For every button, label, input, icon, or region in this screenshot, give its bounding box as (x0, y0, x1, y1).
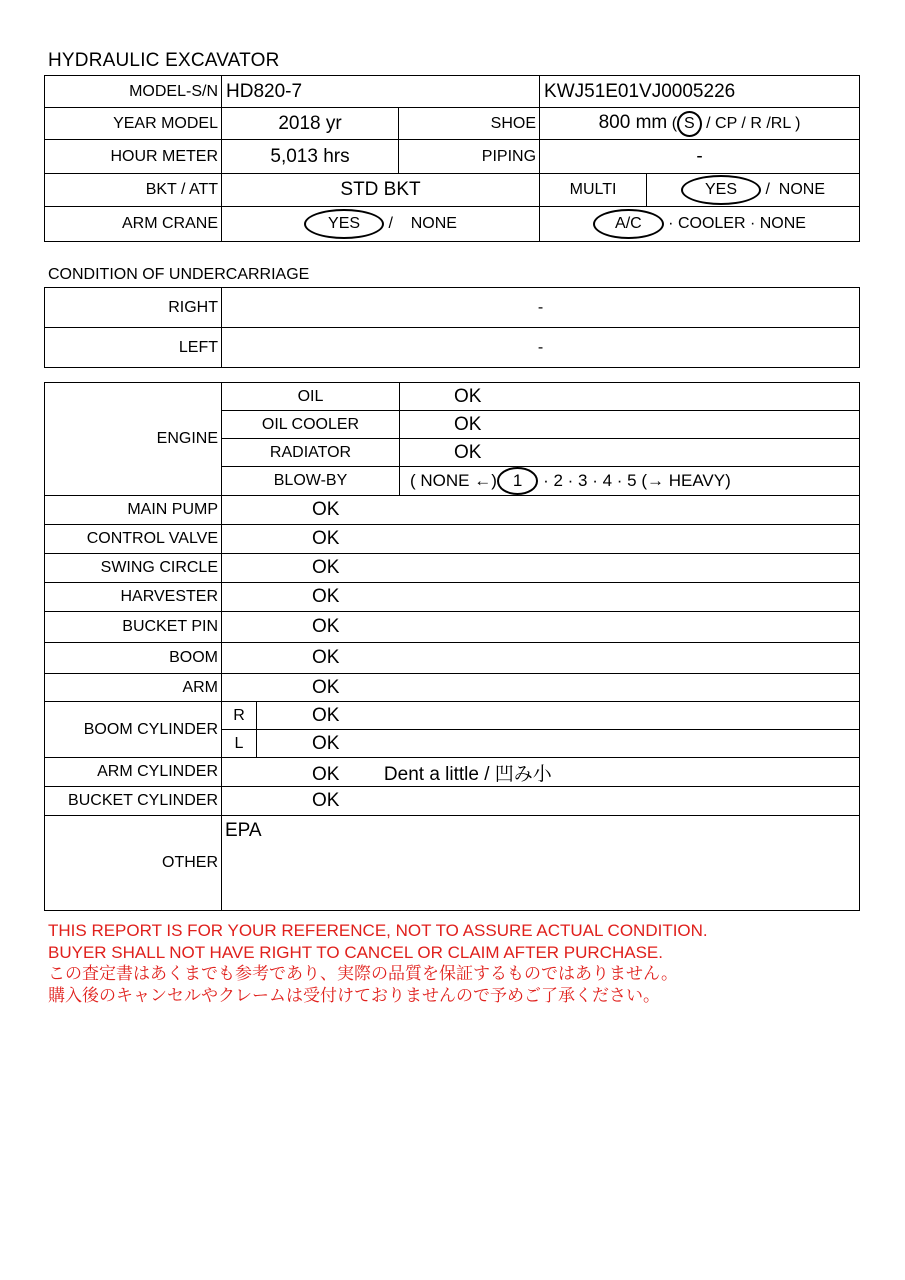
other-label: OTHER (45, 816, 222, 911)
multi-none: NONE (778, 181, 826, 198)
boom-cylinder-r-value: OK (257, 702, 860, 730)
arm-crane-options (222, 207, 540, 242)
shoe-width: 800 mm (598, 111, 668, 133)
engine-radiator-label: RADIATOR (222, 439, 400, 467)
arm-cylinder-value: OK (312, 763, 340, 785)
component-label: HARVESTER (45, 583, 222, 612)
blowby-none-end: ( NONE ←) (410, 471, 497, 490)
undercarriage-table (44, 287, 860, 368)
arm-crane-label: ARM CRANE (45, 207, 222, 242)
arm-crane-none: NONE (410, 215, 457, 232)
component-value: OK (222, 525, 860, 554)
component-label: MAIN PUMP (45, 496, 222, 525)
undercarriage-right-value: - (222, 288, 860, 328)
bucket-cylinder-value: OK (222, 787, 860, 816)
boom-cylinder-r-label: R (222, 702, 257, 730)
component-value: OK (222, 643, 860, 674)
component-value: OK (222, 612, 860, 643)
component-value: OK (222, 496, 860, 525)
engine-oil-cooler-label: OIL COOLER (222, 411, 400, 439)
boom-cylinder-label: BOOM CYLINDER (45, 702, 222, 758)
shoe-other-options: / CP / R /RL ) (706, 114, 801, 132)
ac-options (540, 207, 860, 242)
multi-sep: / (765, 181, 770, 198)
component-label: BOOM (45, 643, 222, 674)
ac-other-options: · COOLER · NONE (668, 215, 806, 232)
component-value: OK (222, 583, 860, 612)
bkt-att-label: BKT / ATT (45, 174, 222, 207)
piping-value: - (540, 140, 860, 174)
multi-label: MULTI (540, 174, 647, 207)
component-label: ARM (45, 674, 222, 702)
bucket-cylinder-label: BUCKET CYLINDER (45, 787, 222, 816)
undercarriage-title: CONDITION OF UNDERCARRIAGE (48, 266, 310, 283)
model-sn-label: MODEL-S/N (45, 76, 222, 108)
engine-oil-label: OIL (222, 383, 400, 411)
blowby-scale-rest: · 2 · 3 · 4 · 5 (→ HEAVY) (543, 471, 731, 490)
engine-oil-cooler-value: OK (400, 411, 860, 439)
machine-info-table (44, 75, 860, 242)
arm-cylinder-cell (222, 758, 860, 787)
boom-cylinder-l-label: L (222, 730, 257, 758)
piping-label: PIPING (399, 140, 540, 174)
undercarriage-right-label: RIGHT (45, 288, 222, 328)
multi-options (647, 174, 860, 207)
bkt-value: STD BKT (222, 174, 540, 207)
boom-cylinder-l-value: OK (257, 730, 860, 758)
disclaimer-line-1: THIS REPORT IS FOR YOUR REFERENCE, NOT TO ASSURE ACTUAL CONDITION. (48, 921, 708, 940)
component-value: OK (222, 554, 860, 583)
hour-value: 5,013 hrs (222, 140, 399, 174)
undercarriage-left-label: LEFT (45, 328, 222, 368)
disclaimer-line-4: 購入後のキャンセルやクレームは受付けておりませんので予めご了承ください。 (48, 986, 660, 1005)
shoe-paren: ( (671, 114, 678, 132)
component-label: CONTROL VALVE (45, 525, 222, 554)
other-value: EPA (222, 816, 860, 911)
model-value: HD820-7 (222, 76, 540, 108)
arm-crane-yes-selected: YES (304, 209, 384, 239)
hour-meter-label: HOUR METER (45, 140, 222, 174)
shoe-label: SHOE (399, 108, 540, 140)
shoe-selected-s: S (677, 111, 702, 137)
component-value: OK (222, 674, 860, 702)
multi-yes-selected: YES (681, 175, 761, 205)
year-value: 2018 yr (222, 108, 399, 140)
component-label: SWING CIRCLE (45, 554, 222, 583)
shoe-cell (540, 108, 860, 140)
ac-selected: A/C (593, 209, 664, 239)
serial-value: KWJ51E01VJ0005226 (540, 76, 860, 108)
year-model-label: YEAR MODEL (45, 108, 222, 140)
engine-oil-value: OK (400, 383, 860, 411)
disclaimer-line-2: BUYER SHALL NOT HAVE RIGHT TO CANCEL OR CLAIM AFTER PURCHASE. (48, 943, 663, 962)
arm-cylinder-note: Dent a little / 凹み小 (383, 763, 552, 785)
arm-crane-sep: / (388, 215, 393, 232)
engine-blowby-scale (400, 467, 860, 496)
arm-cylinder-label: ARM CYLINDER (45, 758, 222, 787)
component-label: BUCKET PIN (45, 612, 222, 643)
engine-label: ENGINE (45, 383, 222, 496)
engine-blowby-label: BLOW-BY (222, 467, 400, 496)
report-title: HYDRAULIC EXCAVATOR (48, 50, 280, 71)
disclaimer-line-3: この査定書はあくまでも参考であり、実際の品質を保証するものではありません。 (48, 964, 679, 983)
engine-radiator-value: OK (400, 439, 860, 467)
inspection-table (44, 382, 860, 911)
undercarriage-left-value: - (222, 328, 860, 368)
blowby-selected: 1 (497, 467, 538, 495)
